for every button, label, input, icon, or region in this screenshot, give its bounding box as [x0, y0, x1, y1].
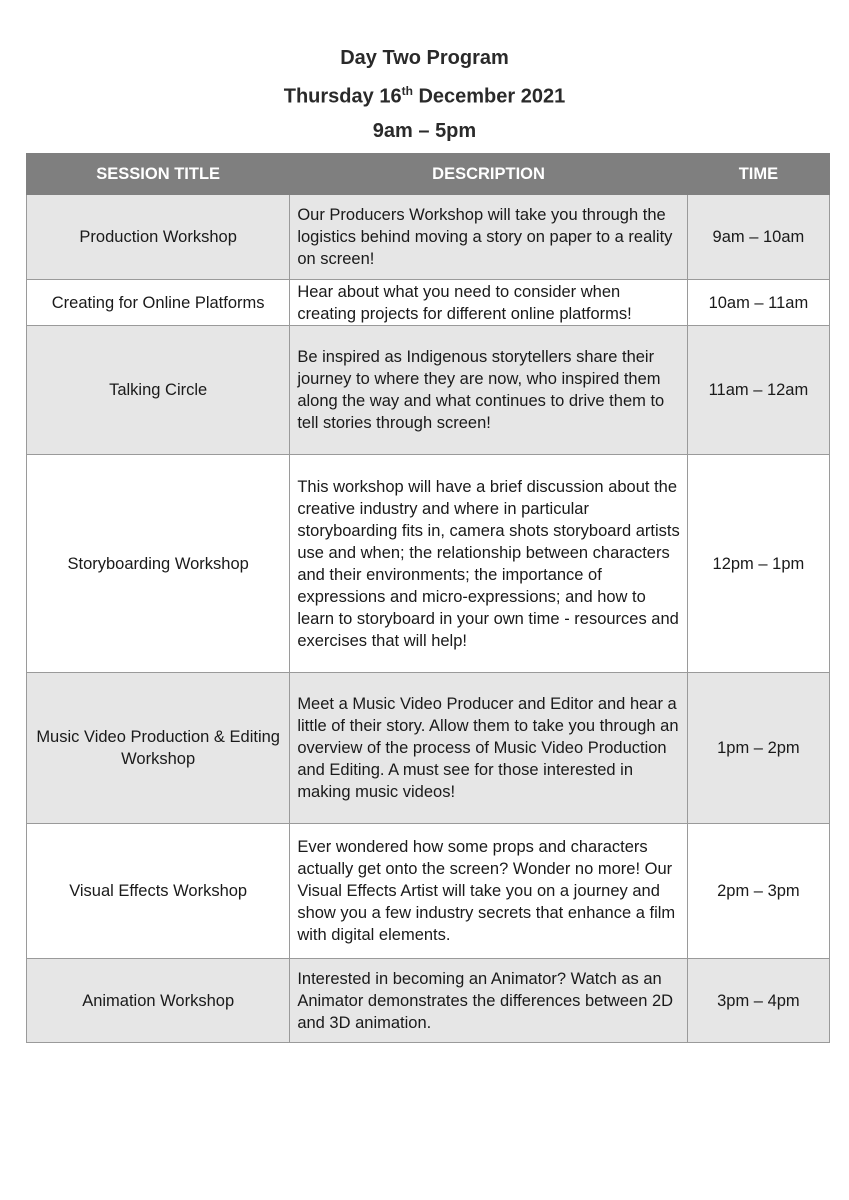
column-header-time: TIME — [687, 154, 829, 195]
session-time: 9am – 10am — [687, 195, 829, 280]
session-description: Hear about what you need to consider when creating projects for different online platforms! — [290, 280, 687, 326]
session-time: 11am – 12am — [687, 326, 829, 455]
date-ordinal-suffix: th — [401, 84, 413, 98]
table-row — [27, 824, 830, 959]
session-time: 2pm – 3pm — [687, 824, 829, 959]
session-title: Music Video Production & Editing Workshop — [27, 673, 290, 824]
column-header-description: DESCRIPTION — [290, 154, 687, 195]
table-row — [27, 455, 830, 673]
session-description: This workshop will have a brief discussion about the creative industry and where in particular storyboarding fits in, camera shots storyboard artists use and when; the relationship between characters and their environments; the importance of expressions and micro-expressions; and how to learn to storyboard in your own time - resources and exercises that will help! — [290, 455, 687, 673]
session-time: 10am – 11am — [687, 280, 829, 326]
table-header-row — [27, 154, 830, 195]
session-description: Ever wondered how some props and characters actually get onto the screen? Wonder no more! Our Visual Effects Artist will take you on a journey and show you a few industry secrets that enhance a film with digital elements. — [290, 824, 687, 959]
session-time: 3pm – 4pm — [687, 959, 829, 1043]
schedule-table — [26, 153, 830, 1043]
date-prefix: Thursday 16 — [283, 85, 402, 108]
program-date — [0, 84, 849, 109]
date-suffix: December 2021 — [412, 85, 566, 108]
table-row — [27, 959, 830, 1043]
session-description: Meet a Music Video Producer and Editor and hear a little of their story. Allow them to take you through an overview of the process of Music Video Production and Editing. A must see for those interested in making music videos! — [290, 673, 687, 824]
program-title: Day Two Program — [340, 47, 509, 69]
session-description: Our Producers Workshop will take you through the logistics behind moving a story on paper to a reality on screen! — [290, 195, 687, 280]
table-row — [27, 280, 830, 326]
session-description: Be inspired as Indigenous storytellers share their journey to where they are now, who inspired them along the way and what continues to drive them to tell stories through screen! — [290, 326, 687, 455]
session-title: Visual Effects Workshop — [27, 824, 290, 959]
table-row — [27, 673, 830, 824]
program-hours: 9am – 5pm — [372, 120, 477, 142]
session-title: Creating for Online Platforms — [27, 280, 290, 326]
session-time: 1pm – 2pm — [687, 673, 829, 824]
table-row — [27, 195, 830, 280]
session-description: Interested in becoming an Animator? Watch as an Animator demonstrates the differences between 2D and 3D animation. — [290, 959, 687, 1043]
session-time: 12pm – 1pm — [687, 455, 829, 673]
session-title: Production Workshop — [27, 195, 290, 280]
column-header-session-title: SESSION TITLE — [27, 154, 290, 195]
table-row — [27, 326, 830, 455]
session-title: Talking Circle — [27, 326, 290, 455]
session-title: Animation Workshop — [27, 959, 290, 1043]
session-title: Storyboarding Workshop — [27, 455, 290, 673]
